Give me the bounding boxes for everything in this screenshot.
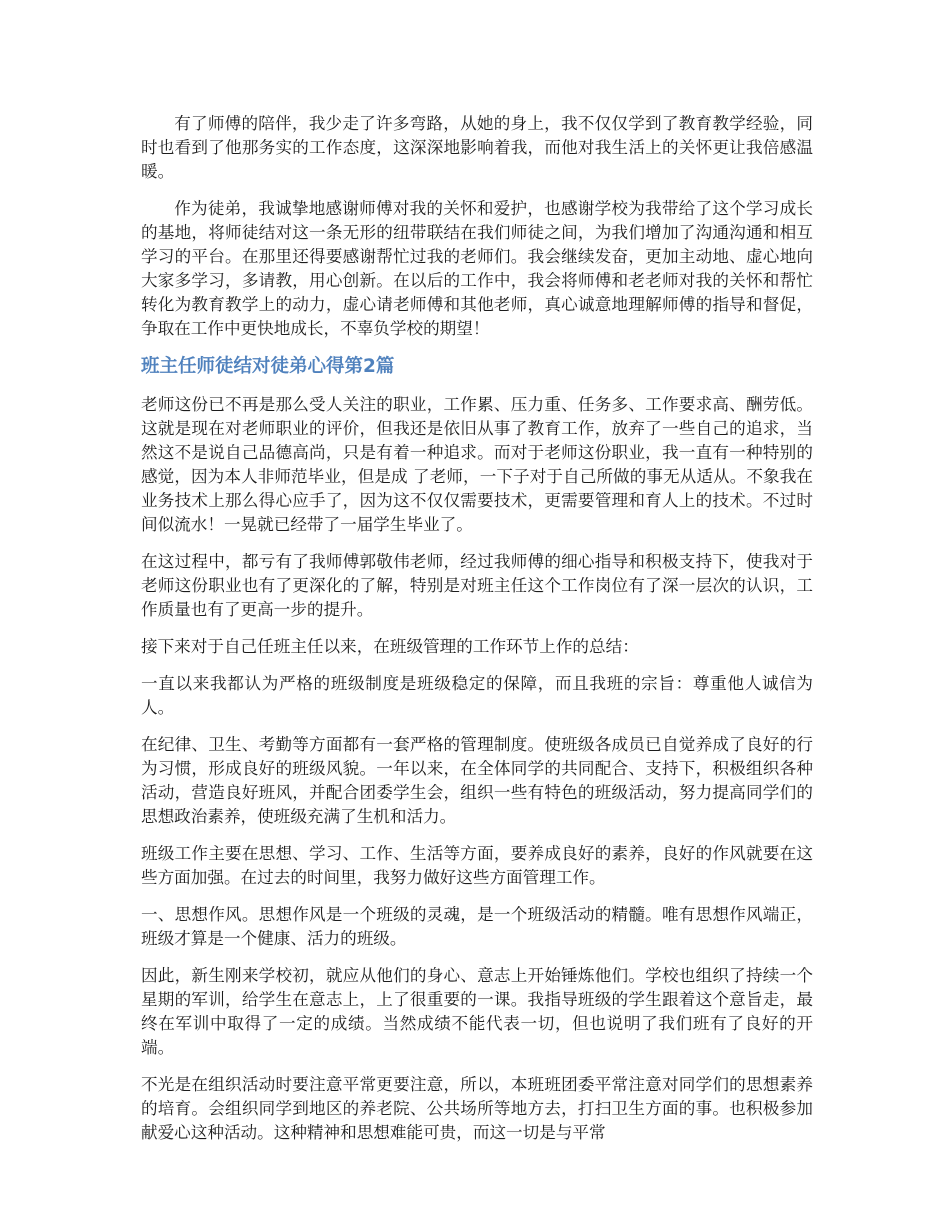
paragraph: 不光是在组织活动时要注意平常更要注意，所以，本班班团委平常注意对同学们的思想素养的培育。会组织同学到地区的养老院、公共场所等地方去，打扫卫生方面的事。也积极参加献爱心这种活动。这种精神和思想难能可贵，而这一切是与平常 bbox=[141, 1075, 813, 1142]
paragraph: 在纪律、卫生、考勤等方面都有一套严格的管理制度。使班级各成员已自觉养成了良好的行为习惯，形成良好的班级风貌。一年以来，在全体同学的共同配合、支持下，积极组织各种活动，营造良好班风，并配合团委学生会，组织一些有特色的班级活动，努力提高同学们的思想政治素养，使班级充满了生机和活力。 bbox=[141, 735, 813, 826]
paragraph: 老师这份已不再是那么受人关注的职业，工作累、压力重、任务多、工作要求高、酬劳低。这就是现在对老师职业的评价，但我还是依旧从事了教育工作，放弃了一些自己的追求，当然这不是说自己品德高尚，只是有着一种追求。而对于老师这份职业，我一直有一种特别的感觉，因为本人非师范毕业，但是成 了老师，一下子对于自己所做的事无从适从。不象我在业务技术上那么得心应手了，因为这不仅仅需要技术，更需要管理和育人上的技术。不过时间似流水！一晃就已经带了一届学生毕业了。 bbox=[141, 395, 813, 534]
paragraph: 有了师傅的陪伴，我少走了许多弯路，从她的身上，我不仅仅学到了教育教学经验，同时也看到了他那务实的工作态度，这深深地影响着我，而他对我生活上的关怀更让我倍感温暖。 bbox=[141, 114, 813, 181]
paragraph: 因此，新生刚来学校初，就应从他们的身心、意志上开始锤炼他们。学校也组织了持续一个星期的军训，给学生在意志上，上了很重要的一课。我指导班级的学生跟着这个意旨走，最终在军训中取得了一定的成绩。当然成绩不能代表一切，但也说明了我们班有了良好的开端。 bbox=[141, 966, 813, 1057]
paragraph: 一直以来我都认为严格的班级制度是班级稳定的保障，而且我班的宗旨：尊重他人诚信为人。 bbox=[141, 674, 813, 717]
paragraph: 接下来对于自己任班主任以来，在班级管理的工作环节上作的总结： bbox=[141, 637, 639, 656]
paragraph: 在这过程中，都亏有了我师傅郭敬伟老师，经过我师傅的细心指导和积极支持下，使我对于老师这份职业也有了更深化的了解，特别是对班主任这个工作岗位有了深一层次的认识，工作质量也有了更高一步的提升。 bbox=[141, 552, 813, 619]
section-heading: 班主任师徒结对徒弟心得第2篇 bbox=[141, 356, 395, 377]
document-body bbox=[141, 112, 813, 1158]
paragraph: 作为徒弟，我诚挚地感谢师傅对我的关怀和爱护，也感谢学校为我带给了这个学习成长的基地，将师徒结对这一条无形的纽带联结在我们师徒之间，为我们增加了沟通沟通和相互学习的平台。在那里还得要感谢帮忙过我的老师们。我会继续发奋，更加主动地、虚心地向大家多学习，多请教，用心创新。在以后的工作中，我会将师傅和老老师对我的关怀和帮忙转化为教育教学上的动力，虚心请老师傅和其他老师，真心诚意地理解师傅的指导和督促，争取在工作中更快地成长，不辜负学校的期望！ bbox=[141, 199, 813, 338]
paragraph: 一、思想作风。思想作风是一个班级的灵魂，是一个班级活动的精髓。唯有思想作风端正，班级才算是一个健康、活力的班级。 bbox=[141, 905, 813, 948]
paragraph: 班级工作主要在思想、学习、工作、生活等方面，要养成良好的素养，良好的作风就要在这些方面加强。在过去的时间里，我努力做好这些方面管理工作。 bbox=[141, 844, 813, 887]
